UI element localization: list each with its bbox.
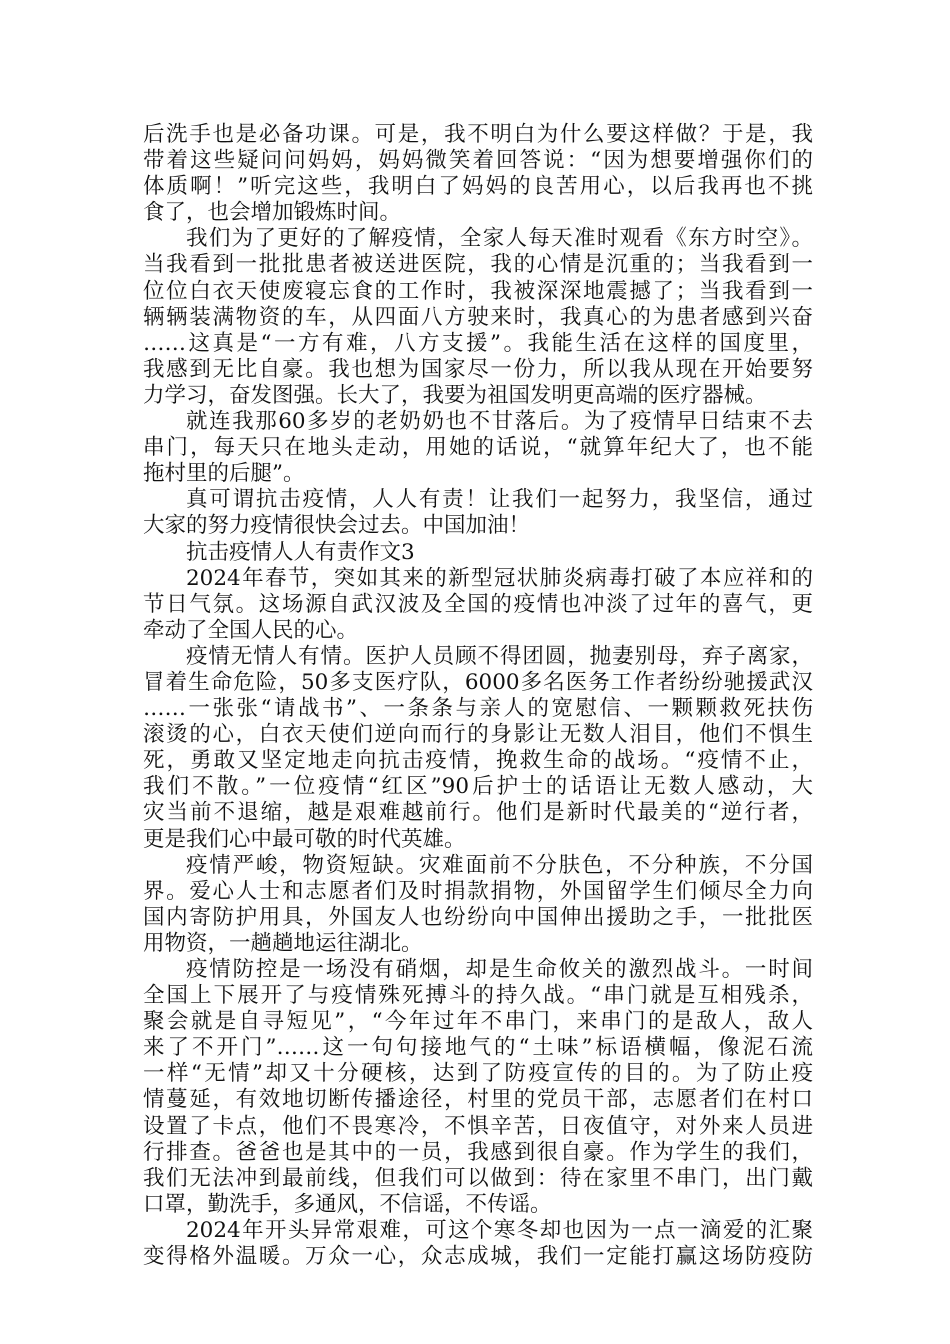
text-line: ……这真是“一方有难，八方支援”。我能生活在这样的国度里，	[143, 330, 813, 356]
text-line: 设置了卡点，他们不畏寒冷，不惧辛苦，日夜值守，对外来人员进	[143, 1113, 813, 1139]
text-line: 食了，也会增加锻炼时间。	[143, 200, 402, 226]
document-page	[143, 122, 813, 1270]
text-line: 2024年开头异常艰难，可这个寒冬却也因为一点一滴爱的汇聚	[186, 1217, 813, 1243]
text-line: 冒着生命危险，50多支医疗队，6000多名医务工作者纷纷驰援武汉	[143, 669, 813, 695]
text-line: 后洗手也是必备功课。可是，我不明白为什么要这样做？于是，我	[143, 122, 813, 147]
text-line: 抗击疫情人人有责作文3	[186, 539, 415, 565]
paragraph	[143, 122, 813, 226]
text-line: 一样“无情”却又十分硬核，达到了防疫宣传的目的。为了防止疫	[143, 1061, 813, 1087]
text-line: 就连我那60多岁的老奶奶也不甘落后。为了疫情早日结束不去	[186, 409, 813, 435]
text-line: 变得格外温暖。万众一心，众志成城，我们一定能打赢这场防疫防	[143, 1244, 813, 1270]
text-line: 聚会就是自寻短见”，“今年过年不串门，来串门的是敌人，敌人	[143, 1009, 813, 1035]
text-line: 力学习，奋发图强。长大了，我要为祖国发明更高端的医疗器械。	[143, 382, 767, 408]
text-line: 滚烫的心，白衣天使们逆向而行的身影让无数人泪目，他们不惧生	[143, 722, 813, 748]
paragraph	[143, 226, 813, 409]
text-line: 用物资，一趟趟地运往湖北。	[143, 930, 423, 956]
text-line: ……一张张“请战书”、一条条与亲人的宽慰信、一颗颗救死扶伤	[143, 696, 813, 722]
paragraph	[143, 644, 813, 853]
text-line: 当我看到一批批患者被送进医院，我的心情是沉重的；当我看到一	[143, 252, 813, 278]
paragraph	[143, 1218, 813, 1270]
text-line: 牵动了全国人民的心。	[143, 617, 359, 643]
text-line: 疫情无情人有情。医护人员顾不得团圆，抛妻别母，弃子离家，	[186, 643, 813, 669]
paragraph	[143, 540, 813, 566]
text-line: 疫情严峻，物资短缺。灾难面前不分肤色，不分种族，不分国	[186, 852, 813, 878]
text-line: 串门，每天只在地头走动，用她的话说，“就算年纪大了，也不能	[143, 435, 813, 461]
paragraph	[143, 409, 813, 487]
text-line: 灾当前不退缩，越是艰难越前行。他们是新时代最美的“逆行者，	[143, 800, 813, 826]
text-line: 我们不散。”一位疫情“红区”90后护士的话语让无数人感动，大	[143, 774, 813, 800]
text-line: 界。爱心人士和志愿者们及时捐款捐物，外国留学生们倾尽全力向	[143, 878, 813, 904]
text-line: 行排查。爸爸也是其中的一员，我感到很自豪。作为学生的我们，	[143, 1139, 813, 1165]
text-line: 我感到无比自豪。我也想为国家尽一份力，所以我从现在开始要努	[143, 356, 813, 382]
text-line: 2024年春节，突如其来的新型冠状肺炎病毒打破了本应祥和的	[186, 565, 813, 591]
text-line: 疫情防控是一场没有硝烟，却是生命攸关的激烈战斗。一时间	[186, 957, 813, 982]
text-line: 带着这些疑问问妈妈，妈妈微笑着回答说：“因为想要增强你们的	[143, 148, 813, 174]
text-line: 情蔓延，有效地切断传播途径，村里的党员干部，志愿者们在村口	[143, 1087, 813, 1113]
text-line: 位位白衣天使废寝忘食的工作时，我被深深地震撼了；当我看到一	[143, 278, 813, 304]
text-line: 来了不开门”……这一句句接地气的“土味”标语横幅，像泥石流	[143, 1035, 813, 1061]
text-line: 全国上下展开了与疫情殊死搏斗的持久战。“串门就是互相残杀，	[143, 983, 813, 1009]
text-line: 节日气氛。这场源自武汉波及全国的疫情也冲淡了过年的喜气，更	[143, 591, 813, 617]
text-line: 体质啊！”听完这些，我明白了妈妈的良苦用心，以后我再也不挑	[143, 174, 813, 200]
paragraph	[143, 853, 813, 957]
paragraph	[143, 566, 813, 644]
text-line: 更是我们心中最可敬的时代英雄。	[143, 826, 466, 852]
text-line: 口罩，勤洗手，多通风，不信谣，不传谣。	[143, 1191, 552, 1217]
text-line: 国内寄防护用具，外国友人也纷纷向中国伸出援助之手，一批批医	[143, 904, 813, 930]
text-line: 死，勇敢又坚定地走向抗击疫情，挽救生命的战场。“疫情不止，	[143, 748, 813, 774]
text-line: 真可谓抗击疫情，人人有责！让我们一起努力，我坚信，通过	[186, 487, 813, 513]
paragraph	[143, 487, 813, 539]
text-line: 拖村里的后腿”。	[143, 461, 305, 487]
paragraph	[143, 957, 813, 1218]
text-line: 辆辆装满物资的车，从四面八方驶来时，我真心的为患者感到兴奋	[143, 304, 813, 330]
text-line: 大家的努力疫情很快会过去。中国加油！	[143, 513, 531, 539]
text-line: 我们为了更好的了解疫情，全家人每天准时观看《东方时空》。	[186, 226, 813, 252]
text-line: 我们无法冲到最前线，但我们可以做到：待在家里不串门，出门戴	[143, 1165, 813, 1191]
